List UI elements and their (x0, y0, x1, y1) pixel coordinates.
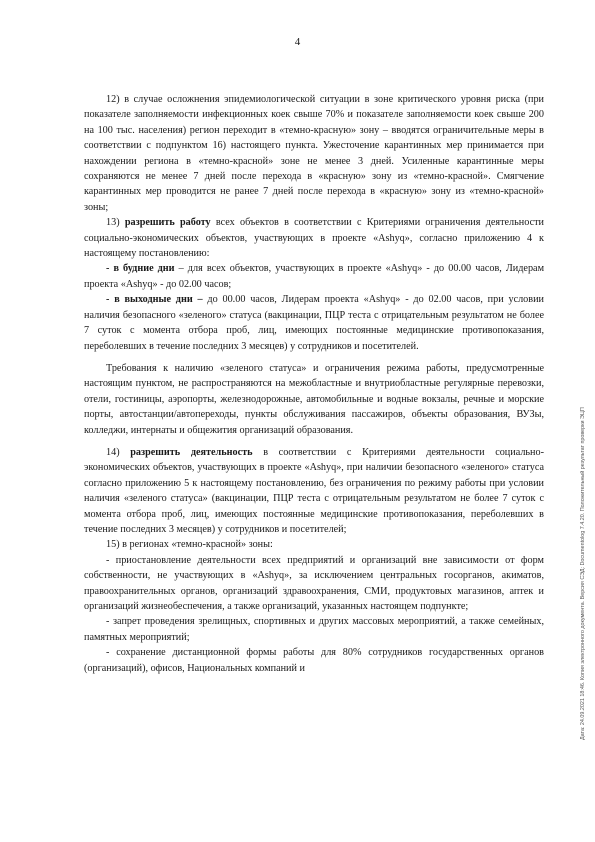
weekend-text: до 00.00 часов, Лидерам проекта «Ashyq» - до 02.00 часов, при условии наличия безопасного «зеленого» статуса (вакцинации, ПЦР теста с отрицательным результатом не более 7 суток с момента отбора проб, лиц, имеющих постоянные медицинские противопоказания, переболевших в течение последних 3 месяцев) у сотрудников и посетителей. (84, 294, 544, 352)
weekend-label: - в выходные дни – (106, 294, 203, 306)
paragraph-14-emphasis: разрешить деятельность (130, 446, 253, 458)
paragraph-12: 12) в случае осложнения эпидемиологической ситуации в зоне критического уровня риска (при показателе заполняемости инфекционных коек свыше 70% и показателе заполняемости коек свыше 200 на 100 тыс. населения) регион переходит в «темно-красную» зону – вводятся ограничительные меры в соответствии с подпунктом 16) настоящего пункта. Ужесточение карантинных мер принимается при нахождении региона в «темно-красной» зоне не менее 3 дней. Усиленные карантинные меры сохраняются не менее 7 дней после перехода в «красную» зону из «темно-красной». Смягчение карантинных мер проводится не ранее 7 дней после перехода в «красную» зону из «темно-красной» зоны; (84, 94, 544, 213)
weekend-hours-item (84, 292, 544, 354)
paragraph-14-text: в соответствии с Критериями деятельности социально-экономических объектов, участвующих в проекте «Ashyq», при наличии безопасного «зеленого» статуса согласно приложению 5 к настоящему постановлению, без ограничения по режиму работы при условии наличия «зеленого статуса» (вакцинации, ПЦР теста с отрицательным результатом не более 7 суток с момента отбора проб, лиц, имеющих постоянные медицинские противопоказания, переболевших в течение последних 3 месяцев) у сотрудников и посетителей; (84, 446, 544, 535)
document-body (84, 92, 544, 676)
green-status-paragraph: Требования к наличию «зеленого статуса» и ограничения режима работы, предусмотренные настоящим пунктом, не распространяются на межобластные и внутриобластные регулярные перевозки, отели, гостиницы, аэропорты, железнодорожные, автомобильные и водные вокзалы, речные и морские порты, автостанции/автопереходы, пункты обслуживания пассажиров, объекты образования, ВУЗы, колледжи, интернаты и общежития организаций образования. (84, 362, 544, 436)
page-number: 4 (294, 36, 301, 48)
paragraph-13-text: всех объектов в соответствии с Критериями ограничения деятельности социально-экономических объектов, участвующих в проекте «Ashyq», согласно приложению 4 к настоящему постановлению: (84, 217, 545, 260)
paragraph-15: 15) в регионах «темно-красной» зоны: (106, 539, 273, 551)
document-side-note: Дата: 24.09.2021 18:46. Копия электронного документа. Версия СЭД: Documentolog 7.4.20. Положительный результат проверки ЭЦП (580, 407, 586, 740)
bullet-suspension: - приостановление деятельности всех предприятий и организаций вне зависимости от форм собственности, не участвующих в «Ashyq», за исключением центральных госорганов, акиматов, правоохранительных органов, организаций здравоохранения, СМИ, продуктовых магазинов, аптек и организаций жизнеобеспечения, а также организаций, указанных настоящем подпункте; (84, 554, 544, 612)
weekday-text: – для всех объектов, участвующих в проекте «Ashyq» - до 00.00 часов, Лидерам проекта «Ashyq» - до 02.00 часов; (84, 263, 545, 290)
paragraph-13-emphasis: разрешить работу (124, 217, 211, 229)
paragraph-14 (84, 445, 544, 537)
weekday-hours-item (84, 261, 544, 292)
bullet-remote-work: - сохранение дистанционной формы работы для 80% сотрудников государственных органов (организаций), офисов, Национальных компаний и (84, 647, 544, 674)
paragraph-13-number: 13) (106, 217, 120, 229)
weekday-label: - в будние дни (106, 263, 175, 275)
paragraph-14-number: 14) (106, 446, 120, 458)
bullet-events-ban: - запрет проведения зрелищных, спортивных и других массовых мероприятий, а также семейных, памятных мероприятий; (84, 616, 544, 643)
paragraph-13 (84, 215, 544, 261)
